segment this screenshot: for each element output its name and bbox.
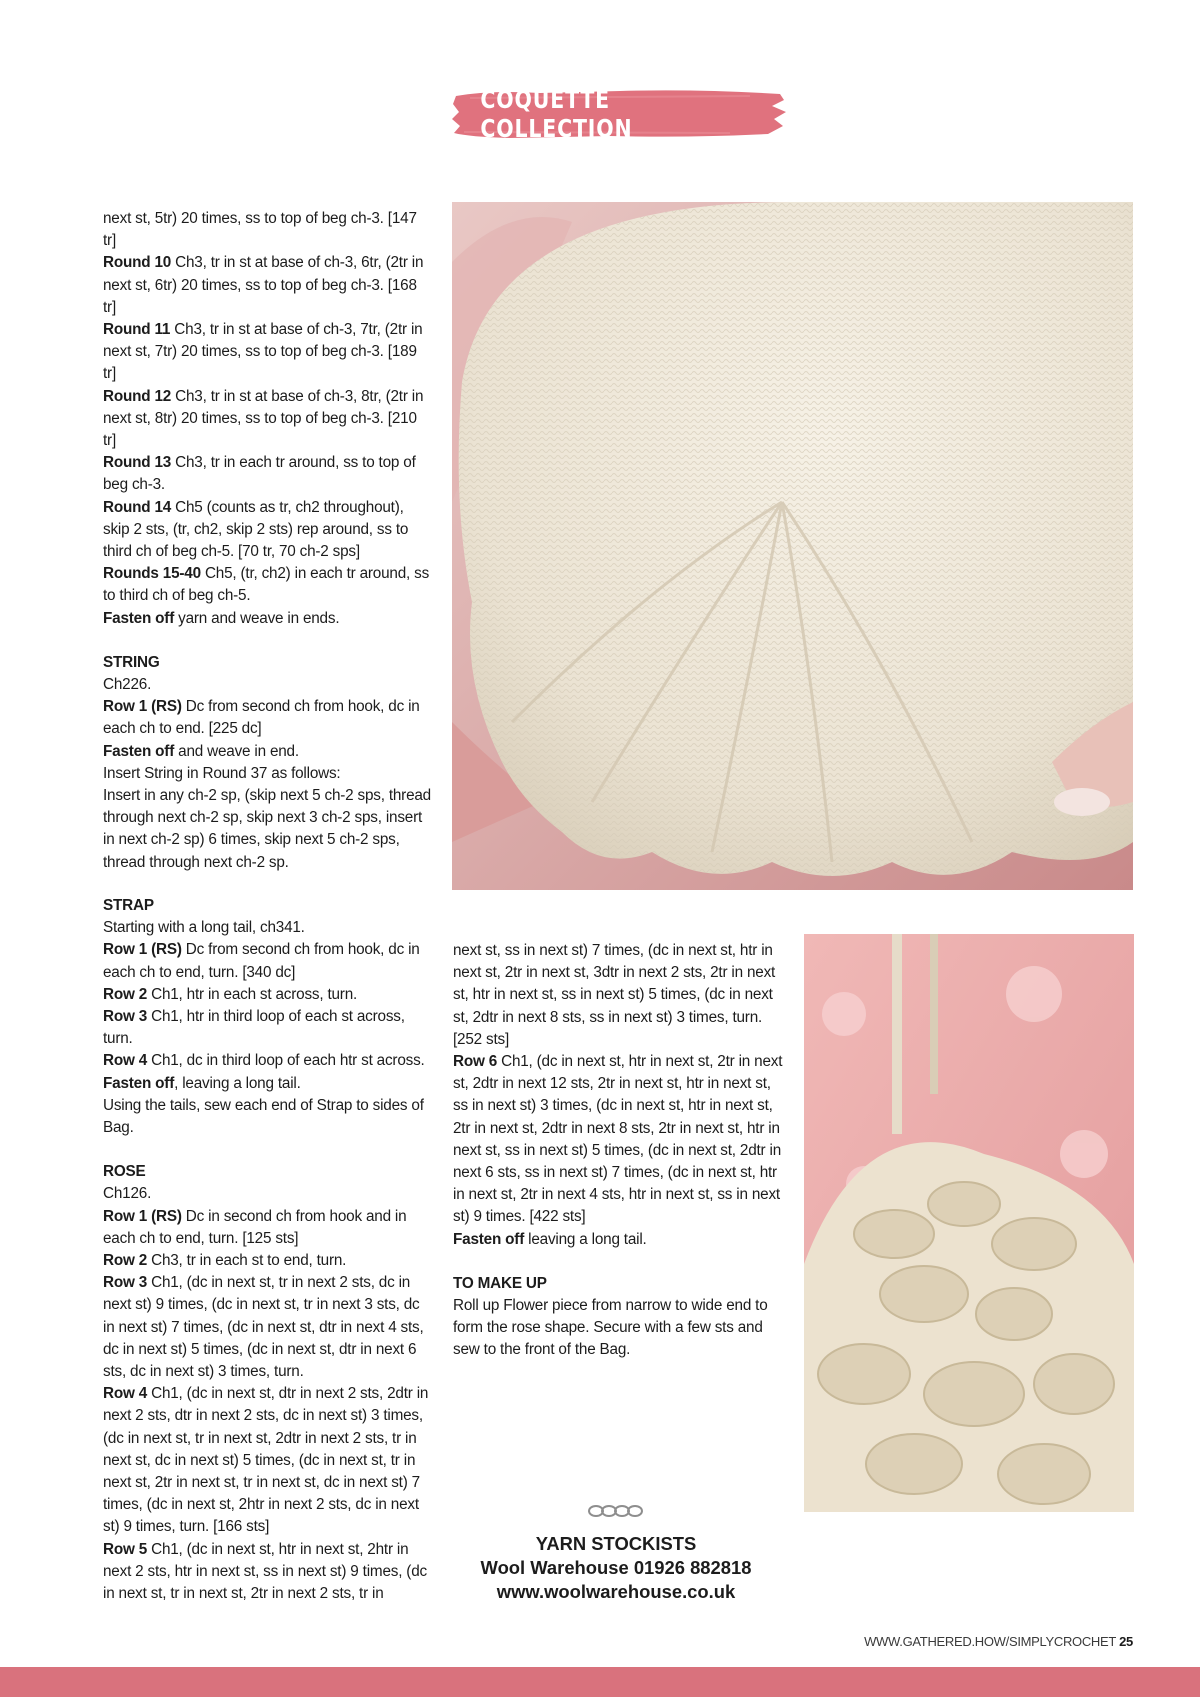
continued-instructions-column <box>453 940 783 1362</box>
instruction-text: yarn and weave in ends. <box>174 609 340 627</box>
string-step <box>103 763 433 785</box>
strap-instructions <box>103 917 433 1139</box>
instruction-text: leaving a long tail. <box>524 1230 647 1248</box>
pattern-round <box>103 608 433 630</box>
rose-step <box>103 1539 433 1606</box>
rose-step <box>103 1272 433 1383</box>
crochet-rose-photo <box>804 934 1134 1512</box>
instruction-text: Ch1, (dc in next st, tr in next 2 sts, dc in next st) 9 times, (dc in next st, tr in next 3 sts, dc in next st) 7 times, (dc in next st, dtr in next 4 sts, dc in next st) 5 times, (dc in next st, dtr in next 6 sts, dc in next st) 3 times, turn. <box>103 1274 424 1381</box>
stockists-phone: Wool Warehouse 01926 882818 <box>480 1557 752 1578</box>
instruction-text: next st, ss in next st) 7 times, (dc in next st, htr in next st, 2tr in next st, 3dtr in next 2 sts, 2tr in next st, htr in next st, ss in next st) 5 times, (dc in next st, 2dtr in next 8 sts, ss in next st) 3 times, turn. [252 sts] <box>453 942 776 1048</box>
instruction-text: Ch3, tr in st at base of ch-3, 7tr, (2tr in next st, 7tr) 20 times, ss to top of beg ch-3. [189 tr] <box>103 321 423 383</box>
string-step <box>103 741 433 763</box>
instruction-text: Ch226. <box>103 676 152 694</box>
pattern-round <box>103 497 433 564</box>
instruction-text: Ch3, tr in each tr around, ss to top of beg ch-3. <box>103 454 416 494</box>
strap-step <box>103 1073 433 1095</box>
instruction-label: Row 2 <box>103 1252 148 1270</box>
knitted-bag-photo <box>452 202 1133 890</box>
string-step <box>103 785 433 874</box>
rose-continued-instructions <box>453 940 783 1251</box>
rose-instructions <box>103 1183 433 1605</box>
pattern-round <box>103 563 433 607</box>
strap-step <box>103 1006 433 1050</box>
rose-step <box>103 1383 433 1538</box>
rose-step <box>103 1250 433 1272</box>
instruction-text: Ch1, (dc in next st, htr in next st, 2tr in next st, 2dtr in next 12 sts, 2tr in next st, htr in next st, ss in next st) 3 times, (dc in next st, htr in next st, 2tr in next st, 2dtr in next 8 sts, 2tr in next st, htr in next st, ss in next st) 5 times, (dc in next st, 2dtr in next 6 sts, ss in next st) 7 times, (dc in next st, htr in next st, 2tr in next 4 sts, htr in next st, ss in next st) 9 times. [422 sts] <box>453 1053 783 1226</box>
instruction-text: Using the tails, sew each end of Strap to sides of Bag. <box>103 1096 424 1137</box>
instruction-label: Row 4 <box>103 1052 148 1070</box>
banner-title: COQUETTE COLLECTION <box>480 85 633 143</box>
rose-heading: ROSE <box>103 1163 146 1181</box>
pattern-round <box>103 319 433 386</box>
instruction-text: Insert in any ch-2 sp, (skip next 5 ch-2 sps, thread through next ch-2 sp, skip next 3 ch-2 sps, insert in next ch-2 sp) 6 times, skip next 5 ch-2 sps, thread through next ch-2 sp. <box>103 787 431 871</box>
strap-step <box>103 1050 433 1072</box>
instruction-text: Ch3, tr in st at base of ch-3, 6tr, (2tr in next st, 6tr) 20 times, ss to top of beg ch-3. [168 tr] <box>103 254 424 316</box>
string-step <box>103 696 433 740</box>
rose-step <box>453 1229 783 1251</box>
instruction-text: next st, 5tr) 20 times, ss to top of beg ch-3. [147 tr] <box>103 210 417 250</box>
instruction-label: Round 10 <box>103 254 172 272</box>
strap-heading: STRAP <box>103 897 154 914</box>
pattern-round <box>103 252 433 319</box>
pattern-round <box>103 386 433 453</box>
strap-step <box>103 1095 433 1139</box>
page-number: 25 <box>1119 1634 1133 1649</box>
instruction-text: Ch5 (counts as tr, ch2 throughout), skip 2 sts, (tr, ch2, skip 2 sts) rep around, ss to third ch of beg ch-5. [70 tr, 70 ch-2 sps] <box>103 498 409 561</box>
rose-step <box>453 940 783 1051</box>
make-up-heading: TO MAKE UP <box>453 1274 547 1292</box>
instruction-label: Fasten off <box>103 742 175 760</box>
instruction-text: Dc in second ch from hook and in each ch to end, turn. [125 sts] <box>103 1207 407 1247</box>
instruction-text: Ch126. <box>103 1185 152 1203</box>
instruction-text: Ch3, tr in each st to end, turn. <box>147 1252 347 1270</box>
instruction-label: Fasten off <box>103 1074 175 1092</box>
footer-url[interactable]: WWW.GATHERED.HOW/SIMPLYCROCHET <box>864 1634 1116 1649</box>
instruction-label: Fasten off <box>103 609 175 627</box>
rose-step <box>103 1206 433 1250</box>
string-heading: STRING <box>103 653 160 671</box>
instruction-text: Ch1, htr in each st across, turn. <box>147 985 358 1003</box>
instruction-text: Starting with a long tail, ch341. <box>103 919 305 937</box>
string-step <box>103 674 433 696</box>
instruction-text: and weave in end. <box>174 742 299 760</box>
strap-step <box>103 939 433 983</box>
strap-step <box>103 917 433 939</box>
instruction-label: Round 11 <box>103 321 171 339</box>
instruction-label: Row 5 <box>103 1540 148 1558</box>
instruction-label: Row 3 <box>103 1008 148 1026</box>
instruction-label: Row 4 <box>103 1385 148 1403</box>
stockists-website[interactable]: www.woolwarehouse.co.uk <box>496 1581 736 1602</box>
page-footer <box>864 1634 1133 1649</box>
instruction-label: Rounds 15-40 <box>103 565 201 583</box>
strap-step <box>103 984 433 1006</box>
string-instructions <box>103 674 433 874</box>
instruction-label: Row 3 <box>103 1274 148 1292</box>
instruction-text: Ch1, htr in third loop of each st across, turn. <box>103 1008 405 1048</box>
instruction-label: Row 1 (RS) <box>103 698 182 716</box>
instruction-label: Round 13 <box>103 454 172 472</box>
instruction-text: Ch1, dc in third loop of each htr st across. <box>147 1052 425 1070</box>
instruction-label: Row 1 (RS) <box>103 1207 182 1225</box>
instruction-label: Row 6 <box>453 1053 498 1071</box>
instruction-text: Ch3, tr in st at base of ch-3, 8tr, (2tr in next st, 8tr) 20 times, ss to top of beg ch-3. [210 tr] <box>103 387 424 450</box>
instruction-text: Dc from second ch from hook, dc in each ch to end. [225 dc] <box>103 698 420 738</box>
instruction-text: Ch1, (dc in next st, htr in next st, 2htr in next 2 sts, htr in next st, ss in next st) 9 times, (dc in next st, tr in next st, 2tr in next 2 sts, tr in <box>103 1540 427 1603</box>
make-up-text: Roll up Flower piece from narrow to wide end to form the rose shape. Secure with a few sts and sew to the front of the Bag. <box>453 1297 768 1359</box>
pattern-rounds-column <box>103 208 433 874</box>
instruction-label: Round 12 <box>103 387 172 405</box>
instruction-label: Round 14 <box>103 498 172 516</box>
instruction-text: Ch1, (dc in next st, dtr in next 2 sts, 2dtr in next 2 sts, dtr in next 2 sts, dc in next st) 3 times, (dc in next st, tr in next st, 2dtr in next 2 sts, tr in next st, dc in next st) 5 times, (dc in next st, tr in next st, 2tr in next st, tr in next st, dc in next st) 7 times, (dc in next st, 2htr in next 2 sts, dc in next st) 9 times, turn. [166 sts] <box>103 1385 429 1536</box>
yarn-stockists <box>453 1532 779 1604</box>
stockists-title: YARN STOCKISTS <box>535 1533 697 1554</box>
pattern-round <box>103 452 433 496</box>
rose-step <box>103 1183 433 1205</box>
rose-step <box>453 1051 783 1229</box>
chain-ornament-icon <box>587 1503 645 1519</box>
strap-rose-column <box>103 895 433 1605</box>
instruction-text: Ch5, (tr, ch2) in each tr around, ss to third ch of beg ch-5. <box>103 565 430 605</box>
instruction-text: Dc from second ch from hook, dc in each ch to end, turn. [340 dc] <box>103 941 420 981</box>
pattern-round <box>103 208 433 252</box>
instruction-text: Insert String in Round 37 as follows: <box>103 764 341 782</box>
instruction-text: , leaving a long tail. <box>174 1074 301 1092</box>
rounds-list <box>103 208 433 630</box>
instruction-label: Row 1 (RS) <box>103 941 182 959</box>
section-banner <box>450 86 788 142</box>
instruction-label: Fasten off <box>453 1230 525 1248</box>
instruction-label: Row 2 <box>103 985 148 1003</box>
bottom-color-bar <box>0 1667 1200 1697</box>
